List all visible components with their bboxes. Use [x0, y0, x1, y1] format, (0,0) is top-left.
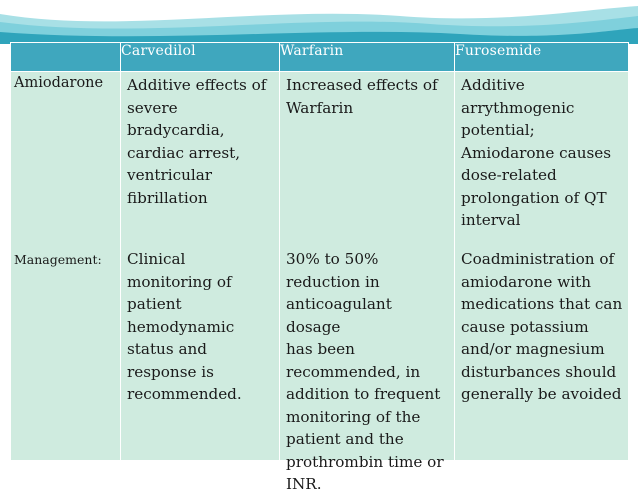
furosemide-management-text: Coadministration of amiodarone with medications that can cause potassium and/or magnesium disturbances should generally be avoided	[461, 250, 623, 403]
row-label-management: Management:	[14, 252, 102, 267]
carvedilol-management-text: Clinical monitoring of patient hemodynamic status and response is recommended.	[127, 250, 242, 403]
slide-header-banner	[0, 0, 638, 44]
cell-warfarin	[280, 72, 455, 493]
header-corner-cell	[11, 43, 121, 72]
warfarin-management-text: 30% to 50% reduction in anticoagulant dosage has been recommended, in addition to frequent monitoring of the patient and the prothrombin time or INR.	[286, 250, 444, 493]
drug-interaction-table	[10, 42, 629, 493]
header-carvedilol: Carvedilol	[121, 43, 280, 72]
row-label-amiodarone: Amiodarone	[14, 75, 104, 91]
row-label-cell	[11, 72, 121, 461]
furosemide-interaction-text: Additive arrythmogenic potential; Amiodarone causes dose-related prolongation of QT interval	[461, 76, 612, 229]
warfarin-interaction-text: Increased effects of Warfarin	[286, 76, 438, 117]
header-warfarin: Warfarin	[280, 43, 455, 72]
carvedilol-interaction-text: Additive effects of severe bradycardia, cardiac arrest, ventricular fibrillation	[127, 76, 267, 207]
table-header-row	[11, 43, 629, 72]
header-furosemide: Furosemide	[455, 43, 629, 72]
cell-furosemide	[455, 72, 629, 461]
cell-carvedilol	[121, 72, 280, 461]
table-row-amiodarone	[11, 72, 629, 461]
